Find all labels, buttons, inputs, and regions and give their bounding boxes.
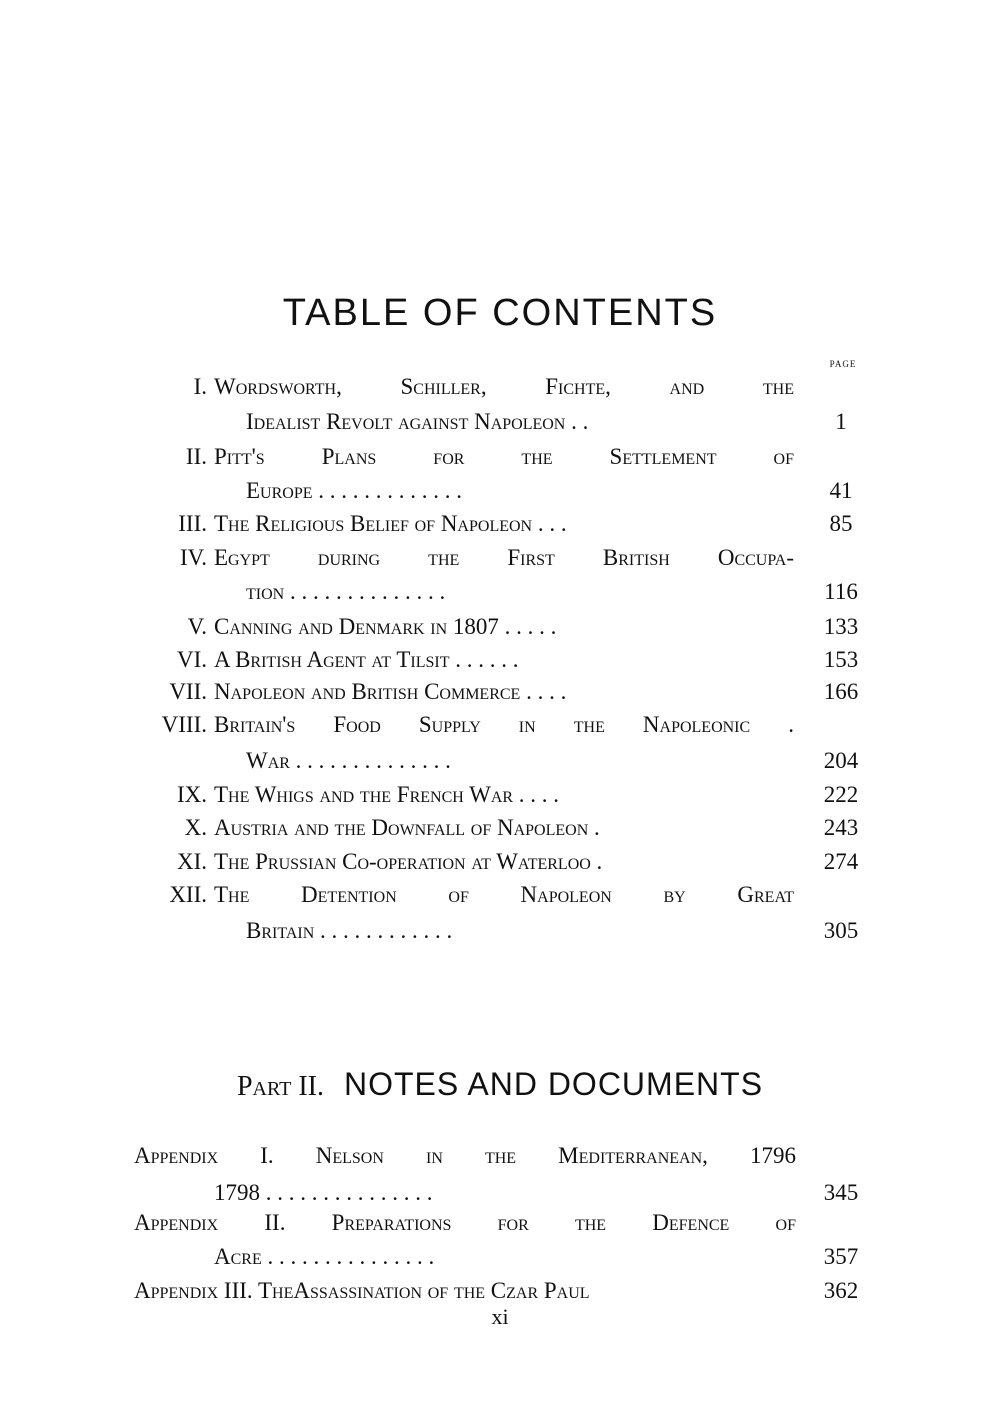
page-number: 133	[823, 614, 859, 639]
chapter-title-continued: War . . . . . . . . . . . . . .	[246, 748, 451, 773]
chapter-title: The Whigs and the French War . . . .	[214, 782, 560, 807]
toc-entry	[0, 778, 1000, 812]
toc-entry	[0, 370, 1000, 404]
page-number: 357	[823, 1244, 859, 1269]
toc-entry-continuation	[0, 914, 1000, 948]
toc-entry	[0, 541, 1000, 575]
chapter-number: XII.	[169, 882, 207, 907]
page-number: 204	[823, 748, 859, 773]
page-title: TABLE OF CONTENTS	[282, 292, 718, 334]
chapter-number: XI.	[176, 849, 207, 874]
toc-entry	[0, 708, 1000, 742]
chapter-title: Napoleon and British Commerce . . . .	[214, 679, 567, 704]
appendix-entry-continuation	[0, 1240, 1000, 1274]
toc-entry-continuation	[0, 474, 1000, 508]
chapter-number: II.	[185, 444, 207, 469]
appendix-entry	[0, 1139, 1000, 1173]
appendix-title-continued: Acre . . . . . . . . . . . . . . .	[214, 1244, 435, 1269]
chapter-title: Wordsworth, Schiller, Fichte, and the	[214, 374, 794, 399]
chapter-title: Pitt's Plans for the Settlement of	[214, 444, 794, 469]
toc-entry-continuation	[0, 744, 1000, 778]
page-number: 345	[823, 1180, 859, 1205]
toc-entry	[0, 675, 1000, 709]
folio-page-number: xi	[491, 1304, 509, 1329]
chapter-title: A British Agent at Tilsit . . . . . .	[214, 647, 519, 672]
page-number: 1	[835, 409, 847, 434]
chapter-number: III.	[178, 511, 207, 536]
part-title: NOTES AND DOCUMENTS	[344, 1066, 764, 1102]
chapter-title: The Prussian Co-operation at Waterloo .	[214, 849, 603, 874]
chapter-number: VI.	[176, 647, 207, 672]
toc-entry	[0, 610, 1000, 644]
page-number: 116	[824, 579, 858, 604]
chapter-number: I.	[193, 374, 207, 399]
toc-entry	[0, 845, 1000, 879]
page-number: 274	[823, 849, 859, 874]
appendix-title: Appendix II. Preparations for the Defence of	[134, 1210, 796, 1235]
chapter-title: Egypt during the First British Occupa-	[214, 545, 794, 570]
toc-entry	[0, 643, 1000, 677]
chapter-title-continued: tion . . . . . . . . . . . . . .	[246, 579, 446, 604]
toc-entry	[0, 507, 1000, 541]
toc-entry-continuation	[0, 575, 1000, 609]
page-number: 362	[823, 1278, 859, 1303]
chapter-number: VIII.	[161, 712, 207, 737]
appendix-entry	[0, 1274, 1000, 1308]
chapter-number: IX.	[176, 782, 207, 807]
page-number: 243	[823, 815, 859, 840]
chapter-title: Canning and Denmark in 1807 . . . . .	[214, 614, 557, 639]
toc-entry	[0, 811, 1000, 845]
chapter-title: Britain's Food Supply in the Napoleonic .	[214, 712, 794, 737]
toc-entry-continuation	[0, 405, 1000, 439]
chapter-title: Austria and the Downfall of Napoleon .	[214, 815, 600, 840]
part-heading	[0, 1066, 1000, 1103]
chapter-title: The Religious Belief of Napoleon . . .	[214, 511, 567, 536]
appendix-title: Appendix III. TheAssassination of the Czar Paul	[134, 1278, 590, 1303]
chapter-title-continued: Idealist Revolt against Napoleon . .	[246, 409, 589, 434]
appendix-entry	[0, 1206, 1000, 1240]
page-number: 222	[823, 782, 859, 807]
page-number: 166	[823, 679, 859, 704]
part-label: Part II.	[236, 1071, 324, 1102]
appendix-entry-continuation	[0, 1176, 1000, 1210]
chapter-title-continued: Europe . . . . . . . . . . . . .	[246, 478, 463, 503]
page-column-header: PAGE	[829, 359, 857, 369]
chapter-number: X.	[184, 815, 207, 840]
toc-entry	[0, 440, 1000, 474]
toc-entry	[0, 878, 1000, 912]
chapter-title: The Detention of Napoleon by Great	[214, 882, 794, 907]
page-number: 305	[823, 918, 859, 943]
page-number: 41	[829, 478, 853, 503]
chapter-number: V.	[187, 614, 207, 639]
chapter-number: IV.	[179, 545, 207, 570]
appendix-title-continued: 1798 . . . . . . . . . . . . . . .	[214, 1180, 433, 1205]
chapter-title-continued: Britain . . . . . . . . . . . .	[246, 918, 453, 943]
page-number: 85	[829, 511, 853, 536]
chapter-number: VII.	[169, 679, 207, 704]
page-number: 153	[823, 647, 859, 672]
appendix-title: Appendix I. Nelson in the Mediterranean, 1796	[134, 1143, 796, 1168]
